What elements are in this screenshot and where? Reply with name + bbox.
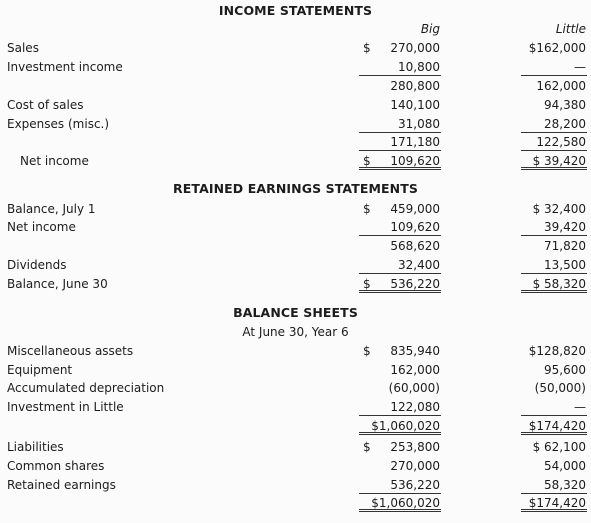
income-row-total-expenses [0,133,591,152]
balance-row-misc-assets [0,342,591,361]
income-row-net-income [0,152,591,171]
income-statements-title: INCOME STATEMENTS [218,3,373,18]
big-value: 270,000 [390,459,440,473]
little-value: $174,420 [521,495,587,512]
little-value: 94,380 [544,98,586,112]
little-value: $ 62,100 [532,440,586,454]
little-value: $174,420 [521,418,587,435]
row-label: Equipment [7,363,73,377]
income-row-sales [0,39,591,58]
little-value: 95,600 [544,363,586,377]
big-value: (60,000) [388,381,440,395]
big-value: 280,800 [390,79,440,93]
little-value: $ 58,320 [521,276,587,293]
big-value: 109,620 [359,219,441,236]
row-label: Balance, July 1 [7,202,96,216]
row-label: Miscellaneous assets [7,344,134,358]
balance-row-investment-in-little [0,398,591,417]
big-value: $1,060,020 [359,495,441,512]
big-value: 122,080 [359,399,441,416]
row-label: Retained earnings [7,478,116,492]
big-value: 32,400 [359,257,441,274]
retained-row-net-income [0,218,591,237]
balance-row-total-assets [0,417,591,436]
big-value: 162,000 [390,363,440,377]
big-value: 140,100 [390,98,440,112]
row-label: Dividends [7,258,67,272]
row-label: Investment in Little [7,400,124,414]
big-value: $ 459,000 [363,202,440,216]
little-value: 13,500 [521,257,587,274]
retained-row-balance-july [0,200,591,219]
big-value: 536,220 [359,477,441,494]
income-row-cost-of-sales [0,96,591,115]
balance-row-common-shares [0,457,591,476]
row-label: Accumulated depreciation [7,381,165,395]
balance-row-liabilities [0,438,591,457]
big-value: $ 270,000 [363,41,440,55]
income-row-investment-income [0,58,591,77]
row-label: Balance, June 30 [7,277,108,291]
balance-sheets-title: BALANCE SHEETS [233,305,358,320]
income-row-expenses [0,115,591,134]
little-value: $ 32,400 [532,202,586,216]
balance-row-accumulated-depreciation [0,379,591,398]
big-value: $ 253,800 [363,440,440,454]
big-value: 568,620 [390,239,440,253]
row-label: Liabilities [7,440,64,454]
balance-row-equipment [0,361,591,380]
big-value: 31,080 [359,116,441,133]
row-label: Common shares [7,459,105,473]
little-value: 162,000 [536,79,586,93]
big-value: 10,800 [359,59,441,76]
retained-row-balance-june [0,275,591,294]
row-label: Investment income [7,60,123,74]
income-row-subtotal [0,77,591,96]
little-value: 122,580 [521,134,587,151]
big-value: $ 536,220 [359,276,441,293]
retained-row-subtotal [0,237,591,256]
retained-earnings-title: RETAINED EARNINGS STATEMENTS [173,181,418,196]
row-label: Net income [20,154,89,168]
little-value: 28,200 [521,116,587,133]
row-label: Net income [7,220,76,234]
little-value: — [521,399,587,416]
balance-sheets-subtitle: At June 30, Year 6 [242,325,349,339]
little-value: $128,820 [528,344,586,358]
row-label: Expenses (misc.) [7,117,110,131]
column-header-little: Little [555,22,586,36]
big-value: $ 109,620 [359,153,441,170]
little-value: $ 39,420 [521,153,587,170]
little-value: — [521,59,587,76]
little-value: 54,000 [544,459,586,473]
little-value: $162,000 [528,41,586,55]
row-label: Cost of sales [7,98,84,112]
little-value: 39,420 [521,219,587,236]
balance-row-retained-earnings [0,476,591,495]
big-value: $ 835,940 [363,344,440,358]
big-value: 171,180 [359,134,441,151]
little-value: 71,820 [544,239,586,253]
little-value: 58,320 [521,477,587,494]
little-value: (50,000) [534,381,586,395]
big-value: $1,060,020 [359,418,441,435]
row-label: Sales [7,41,39,55]
column-header-big: Big [420,22,440,36]
retained-row-dividends [0,256,591,275]
balance-row-total-liabilities-equity [0,494,591,513]
